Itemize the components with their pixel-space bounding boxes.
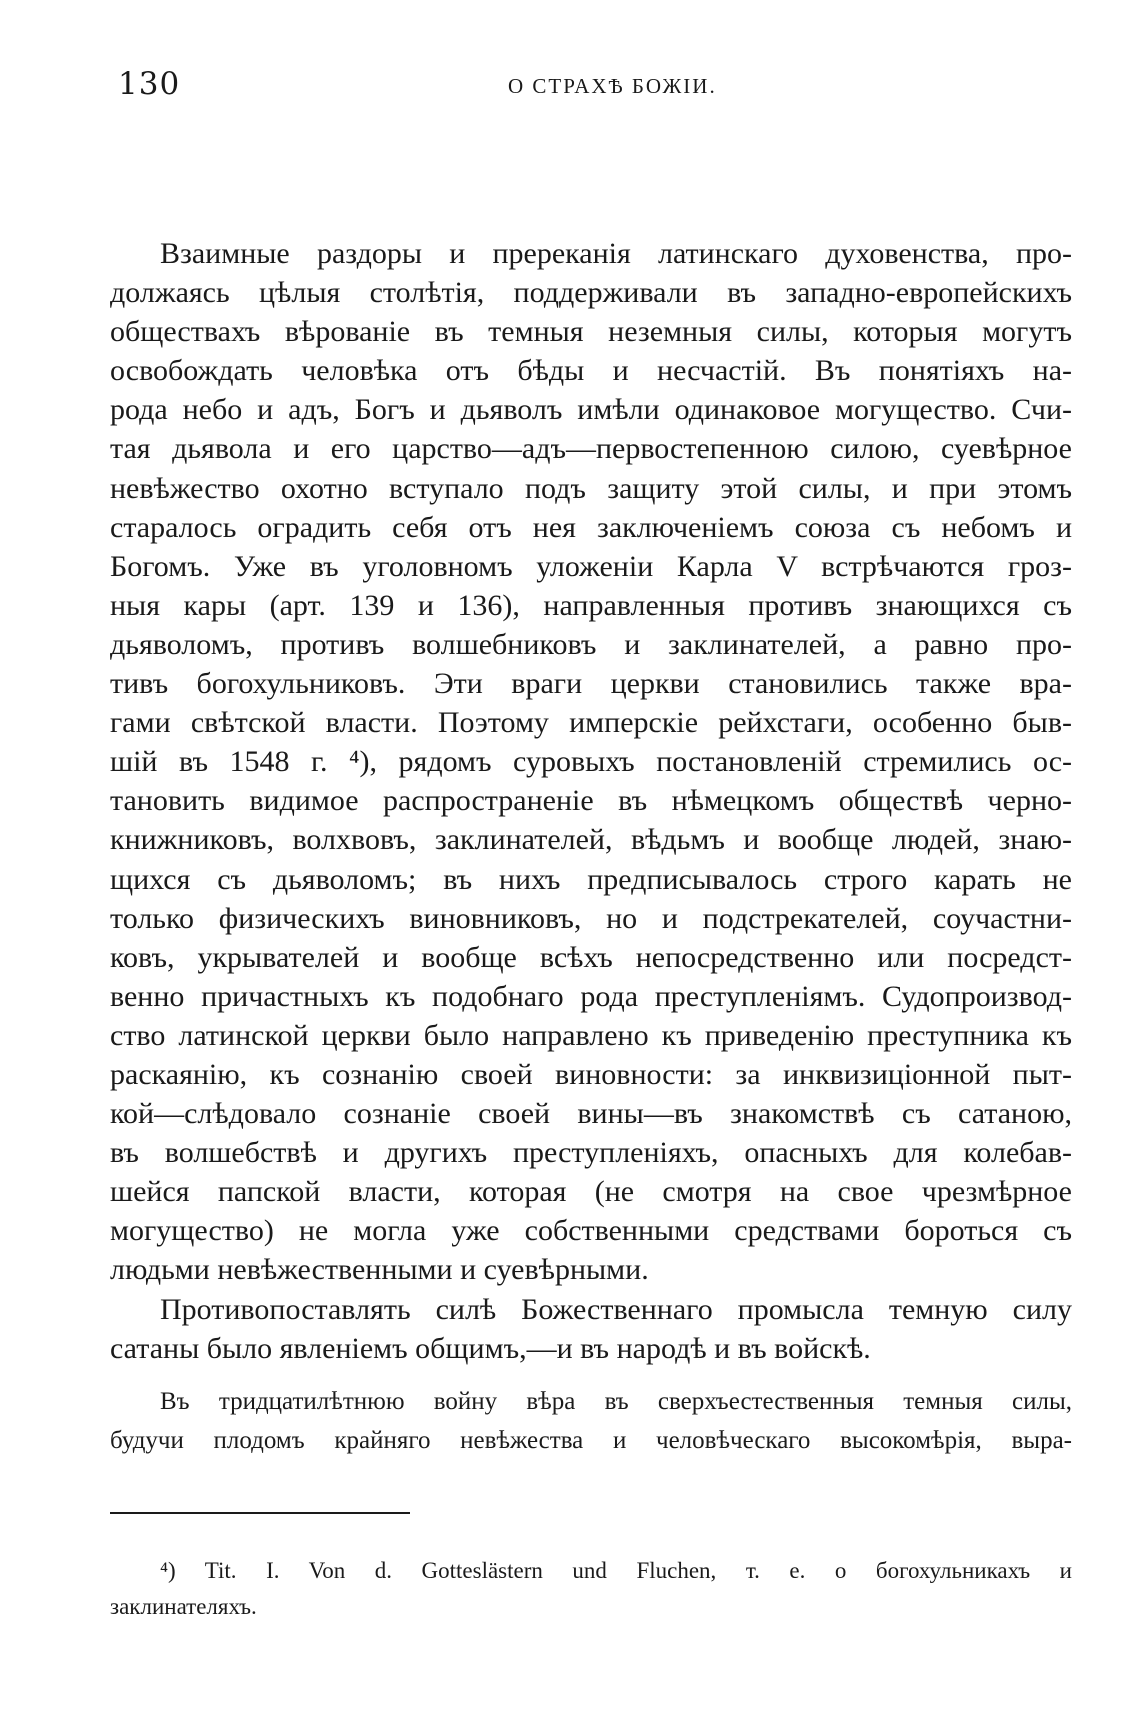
page-number: 130: [118, 66, 181, 102]
paragraph-3: [110, 1382, 1072, 1460]
paragraph-1: [110, 234, 1072, 1290]
text-line: книжниковъ, волхвовъ, заклинателей, вѣдьмъ и вообще людей, знаю-: [110, 823, 1072, 857]
text-line: тая дьявола и его царство—адъ—первостепенною силою, суевѣрное: [110, 432, 1072, 466]
paragraph-gap: [110, 1368, 1072, 1382]
text-line: должаясь цѣлыя столѣтія, поддерживали въ западно-европейскихъ: [110, 276, 1072, 310]
running-title: О СТРАХѢ БОЖІИ.: [508, 74, 717, 98]
text-line: Противопоставлять силѣ Божественнаго промысла темную силу: [160, 1292, 1072, 1326]
text-line: ныя кары (арт. 139 и 136), направленныя противъ знающихся съ: [110, 588, 1072, 622]
text-line: будучи плодомъ крайняго невѣжества и человѣческаго высокомѣрія, выра-: [110, 1426, 1072, 1454]
running-head: [118, 66, 1048, 106]
paragraph-2: [110, 1290, 1072, 1368]
text-line: раскаянію, къ сознанію своей виновности: за инквизиціонной пыт-: [110, 1057, 1072, 1091]
text-line: Въ тридцатилѣтнюю войну вѣра въ сверхъестественныя темныя силы,: [160, 1387, 1072, 1415]
body-text: [110, 234, 1072, 1460]
text-line: обществахъ вѣрованіе въ темныя неземныя силы, которыя могутъ: [110, 315, 1072, 349]
text-line: невѣжество охотно вступало подъ защиту этой силы, и при этомъ: [110, 471, 1072, 505]
text-line: людьми невѣжественными и суевѣрными.: [110, 1253, 649, 1287]
text-line: только физическихъ виновниковъ, но и подстрекателей, соучастни-: [110, 901, 1072, 935]
text-line: кой—слѣдовало сознаніе своей вины—въ знакомствѣ съ сатаною,: [110, 1097, 1072, 1131]
text-line: шій въ 1548 г. ⁴), рядомъ суровыхъ постановленій стремились ос-: [110, 745, 1072, 779]
footnote: [110, 1553, 1072, 1625]
text-line: дьяволомъ, противъ волшебниковъ и заклинателей, а равно про-: [110, 627, 1072, 661]
text-line: шейся папской власти, которая (не смотря на свое чрезмѣрное: [110, 1175, 1072, 1209]
text-line: тановить видимое распространеніе въ нѣмецкомъ обществѣ черно-: [110, 784, 1072, 818]
text-line: Богомъ. Уже въ уголовномъ уложеніи Карла V встрѣчаются гроз-: [110, 549, 1072, 583]
footnote-rule: [110, 1512, 410, 1514]
text-line: Взаимные раздоры и пререканія латинскаго духовенства, про-: [160, 237, 1072, 270]
text-line: тивъ богохульниковъ. Эти враги церкви становились также вра-: [110, 667, 1072, 701]
text-line: старалось оградить себя отъ нея заключеніемъ союза съ небомъ и: [110, 510, 1072, 544]
text-line: щихся съ дьяволомъ; въ нихъ предписывалось строго карать не: [110, 862, 1072, 896]
footnote-line: заклинателяхъ.: [110, 1594, 257, 1619]
text-line: могущество) не могла уже собственными средствами бороться съ: [110, 1214, 1072, 1248]
text-line: въ волшебствѣ и другихъ преступленіяхъ, опасныхъ для колебав-: [110, 1136, 1072, 1170]
text-line: гами свѣтской власти. Поэтому имперскіе рейхстаги, особенно быв-: [110, 706, 1072, 740]
text-line: рода небо и адъ, Богъ и дьяволъ имѣли одинаковое могущество. Счи-: [110, 393, 1072, 427]
text-line: сатаны было явленіемъ общимъ,—и въ народѣ и въ войскѣ.: [110, 1331, 871, 1365]
text-line: ство латинской церкви было направлено къ приведенію преступника къ: [110, 1018, 1072, 1052]
text-line: венно причастныхъ къ подобнаго рода преступленіямъ. Судопроизвод-: [110, 979, 1072, 1013]
text-line: ковъ, укрывателей и вообще всѣхъ непосредственно или посредст-: [110, 940, 1072, 974]
footnote-line: ⁴) Tit. I. Von d. Gotteslästern und Fluchen, т. е. о богохульникахъ и: [160, 1558, 1072, 1583]
text-line: освобождать человѣка отъ бѣды и несчастій. Въ понятіяхъ на-: [110, 354, 1072, 388]
